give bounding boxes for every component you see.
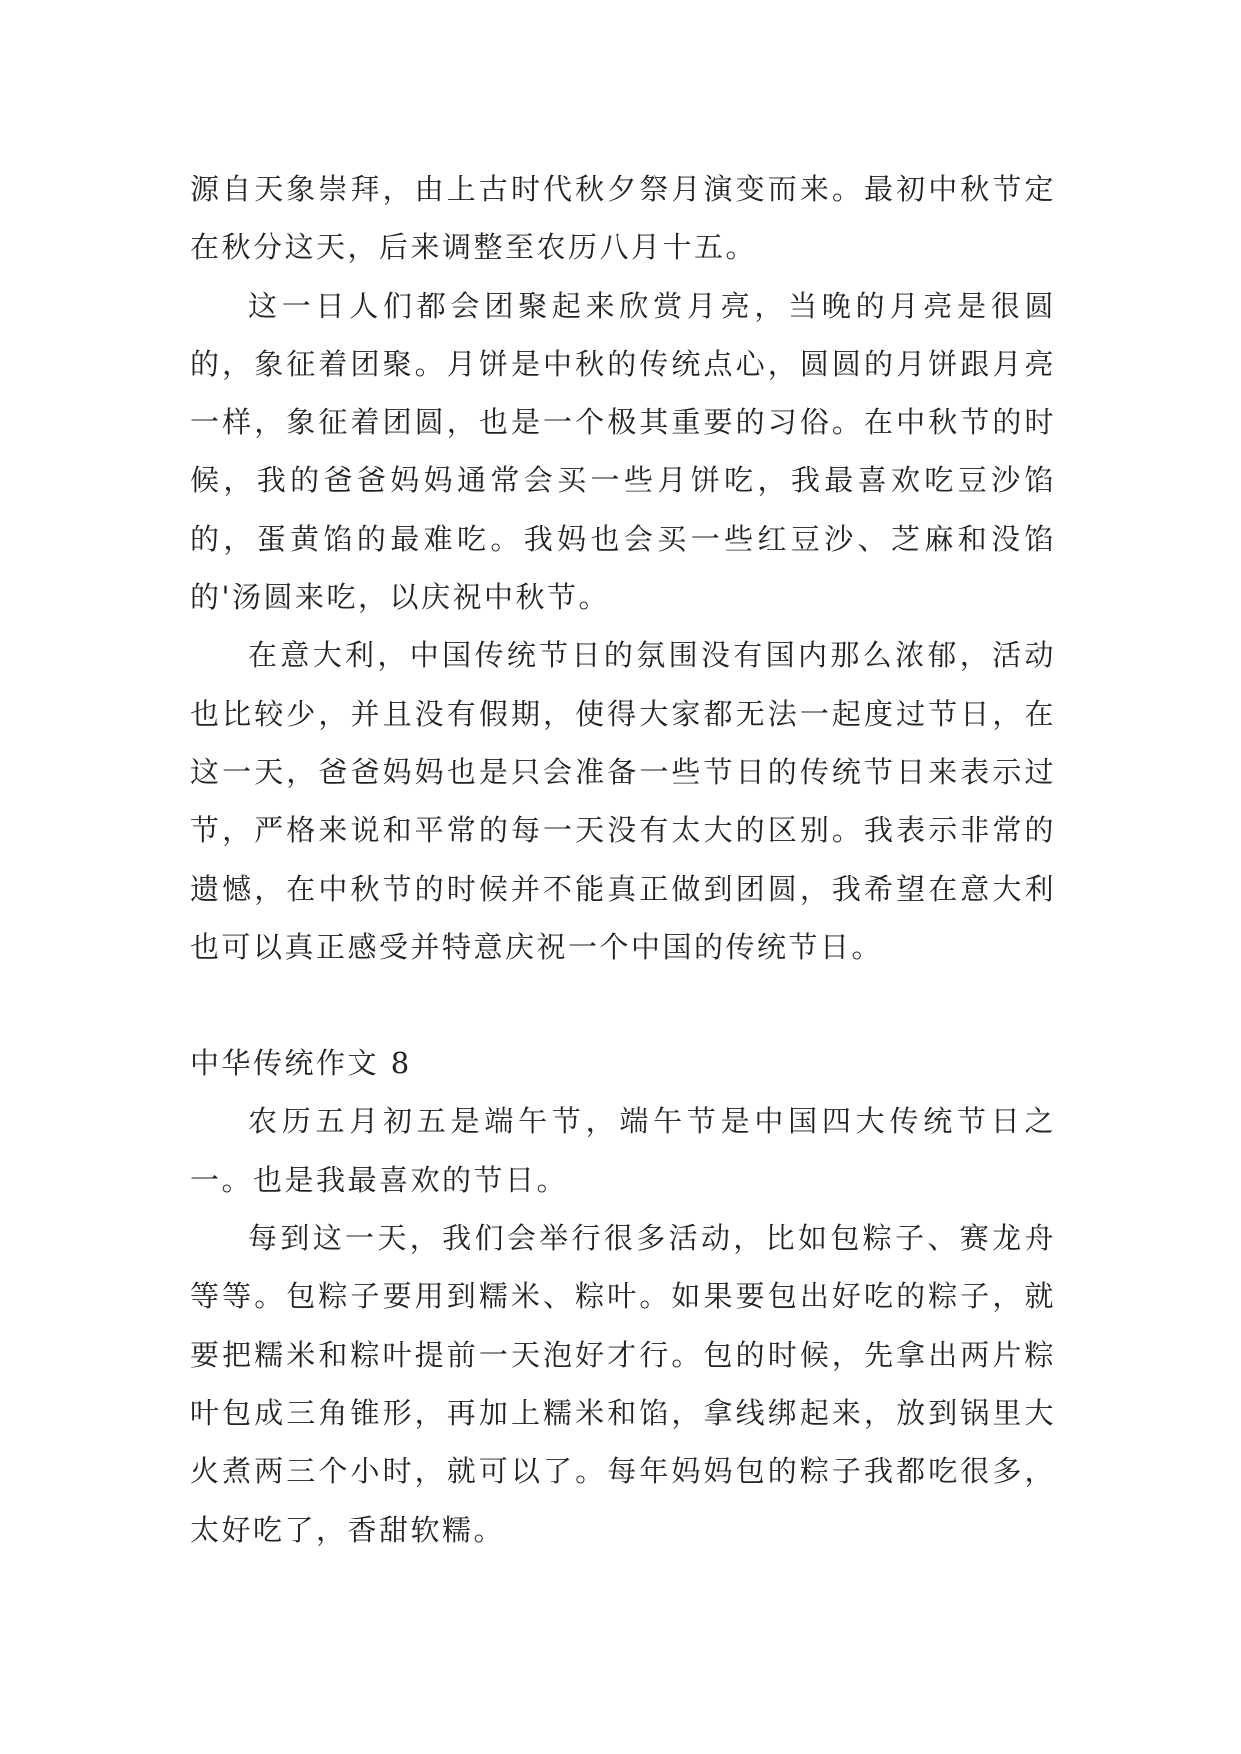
- paragraph-italy-celebration: 在意大利，中国传统节日的氛围没有国内那么浓郁，活动也比较少，并且没有假期，使得大家都无法一起度过节日，在这一天，爸爸妈妈也是只会准备一些节日的传统节日来表示过节，严格来说和平常的每一天没有太大的区别。我表示非常的遗憾，在中秋节的时候并不能真正做到团圆，我希望在意大利也可以真正感受并特意庆祝一个中国的传统节日。: [190, 638, 1056, 964]
- paragraph-continuation: 源自天象崇拜，由上古时代秋夕祭月演变而来。最初中秋节定在秋分这天，后来调整至农历八月十五。: [190, 172, 1056, 265]
- document-page: [190, 160, 1056, 1559]
- paragraph-dragon-boat-intro: 农历五月初五是端午节，端午节是中国四大传统节日之一。也是我最喜欢的节日。: [190, 1104, 1056, 1197]
- paragraph-mid-autumn-customs: 这一日人们都会团聚起来欣赏月亮，当晚的月亮是很圆的，象征着团聚。月饼是中秋的传统点心，圆圆的月饼跟月亮一样，象征着团圆，也是一个极其重要的习俗。在中秋节的时候，我的爸爸妈妈通常会买一些月饼吃，我最喜欢吃豆沙馅的，蛋黄馅的最难吃。我妈也会买一些红豆沙、芝麻和没馅的'汤圆来吃，以庆祝中秋节。: [190, 288, 1056, 615]
- section-title: 中华传统作文 8: [190, 1046, 412, 1081]
- paragraph-zongzi-making: 每到这一天，我们会举行很多活动，比如包粽子、赛龙舟等等。包粽子要用到糯米、粽叶。如果要包出好吃的粽子，就要把糯米和粽叶提前一天泡好才行。包的时候，先拿出两片粽叶包成三角锥形，再加上糯米和馅，拿线绑起来，放到锅里大火煮两三个小时，就可以了。每年妈妈包的粽子我都吃很多，太好吃了，香甜软糯。: [190, 1221, 1056, 1547]
